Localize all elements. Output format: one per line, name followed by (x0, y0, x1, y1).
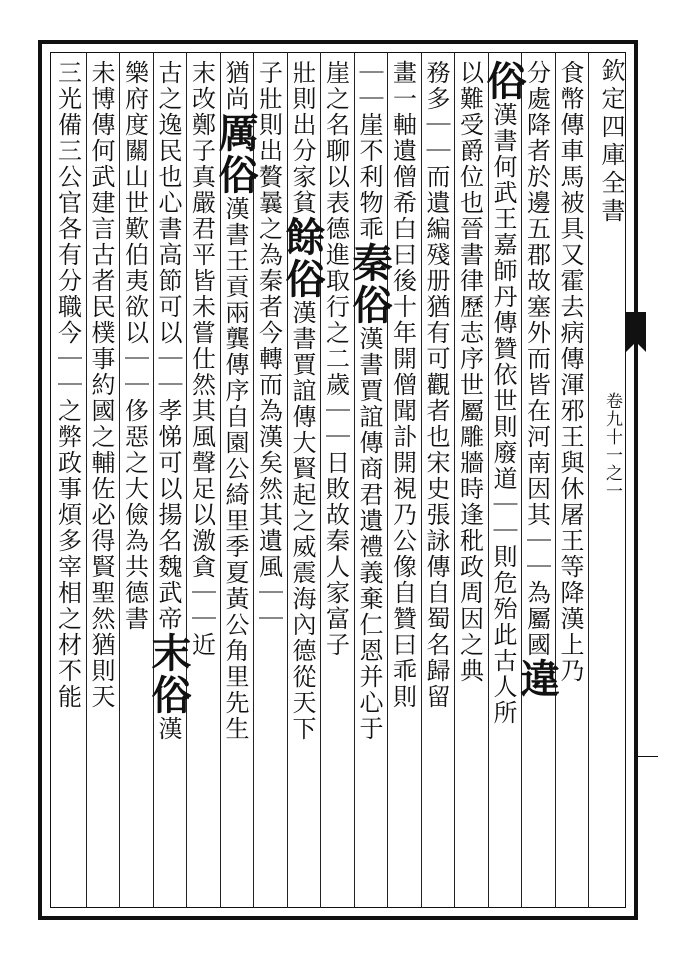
text-column (145, 60, 192, 742)
text-column (387, 60, 421, 710)
column-text: 食幣傳車馬被具又霍去病傳渾邪王與休屠王等降漢上乃 (556, 60, 584, 684)
column-text: 壯則出分家貧 (288, 60, 316, 216)
heading-term: 末俗 (145, 632, 192, 716)
text-column (212, 60, 259, 742)
column-text: 漢書賈誼傳商君遺禮義棄仁恩并心于 (355, 326, 383, 742)
text-column (52, 60, 86, 710)
column-text: 曩之為秦者今轉而為漢矣然其遺風｜｜ (254, 190, 283, 632)
column-text: 樂府度關山世歎伯夷欲以｜｜侈惡之大儉為共德 (120, 60, 149, 606)
column-text: 古之逸民也心書高節可以｜｜孝悌可以揚名魏武帝 (154, 60, 182, 632)
column-text: 漢 (154, 716, 182, 742)
column-text: 漢書何武王嘉師丹傳贊依世則廢道｜｜則危殆此古人所 (489, 102, 517, 726)
text-column (421, 60, 455, 710)
column-text: 漢書王貢兩龔傳序自園公綺里季夏黃公角里先生 (221, 196, 249, 742)
column-text: ｜｜崖不利物乖 (355, 60, 383, 242)
text-column (279, 60, 326, 742)
text-column (86, 60, 120, 710)
text-column (119, 60, 153, 632)
column-text: 進取行之二歲｜｜日敗故秦人家富子 (321, 242, 350, 658)
heading-term: 違 (513, 658, 561, 700)
margin-tick (636, 756, 658, 757)
fish-tail-mark (626, 312, 646, 342)
column-text: 分處降者於邊五郡故塞外而皆在河南因其｜｜為屬國 (522, 60, 551, 658)
column-text: 末改 (187, 60, 216, 112)
text-column (513, 60, 561, 700)
text-column (320, 60, 354, 658)
volume-label: 卷九十一之一 (602, 392, 622, 500)
book-title: 欽定四庫全書 (597, 58, 625, 226)
heading-term: 厲俗 (212, 112, 259, 196)
text-column (555, 60, 589, 684)
column-text: 漢書賈誼傳大賢起之威震海內德從天下 (288, 300, 316, 742)
column-text: 書 (120, 606, 149, 632)
column-text: 猶尚 (221, 60, 249, 112)
text-column (480, 60, 527, 726)
column-text: 未博傳何武建言古者民樸事約國之輔佐必得賢聖然猶則天 (87, 60, 115, 710)
text-column (454, 60, 488, 684)
heading-term: 餘俗 (279, 216, 326, 300)
heading-term: 秦俗 (346, 242, 393, 326)
text-column (186, 60, 220, 658)
column-text: 以難受爵位也晉書律歷志序世屬雕牆時逢秕政周因之典 (455, 60, 484, 684)
text-column (346, 60, 393, 742)
header-divider (588, 52, 589, 908)
column-text: 崖之名聊以表德 (321, 60, 350, 242)
column-text: 務多｜｜而遺編殘册猶有可觀者也宋史張詠傳自蜀名歸留 (422, 60, 450, 710)
column-text: 三光備三公官各有分職今｜｜之弊政事煩多宰相之材不能 (53, 60, 82, 710)
column-text: 子壯則出贅 (254, 60, 283, 190)
heading-term: 俗 (480, 60, 527, 102)
column-text: 鄭子真嚴君平皆未嘗仕然其風聲足以激貪｜｜近 (187, 112, 216, 658)
column-text: 畫一軸遺僧希白曰後十年開僧聞訃開視乃公像自贊曰乖則 (388, 60, 417, 710)
